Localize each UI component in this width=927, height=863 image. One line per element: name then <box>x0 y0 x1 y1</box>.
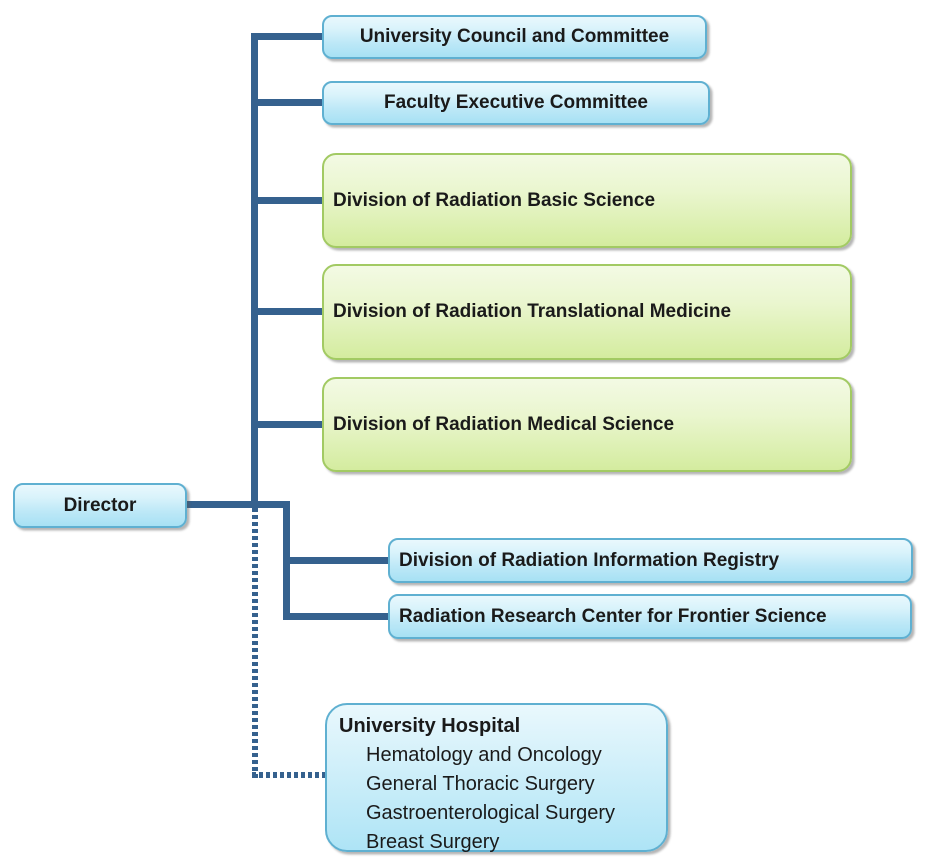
node-university-council-label: University Council and Committee <box>359 26 670 48</box>
connector-branch-frontier-center <box>290 613 388 620</box>
connector-lower-vertical <box>283 501 290 620</box>
hospital-dept-gastroenterological-surgery: Gastroenterological Surgery <box>366 802 616 824</box>
node-frontier-science-center <box>388 594 912 639</box>
node-radiation-basic-science-label: Division of Radiation Basic Science <box>333 189 656 211</box>
node-radiation-information-registry-label: Division of Radiation Information Registry <box>399 549 780 571</box>
node-radiation-basic-science <box>322 153 852 248</box>
node-radiation-translational-medicine <box>322 264 852 360</box>
node-university-hospital <box>325 703 668 852</box>
connector-director-horizontal <box>187 501 290 508</box>
connector-branch-university-council <box>258 33 322 40</box>
node-radiation-information-registry <box>388 538 913 583</box>
node-radiation-medical-science-label: Division of Radiation Medical Science <box>333 413 675 435</box>
node-radiation-translational-medicine-label: Division of Radiation Translational Medicine <box>333 301 732 323</box>
node-faculty-executive-label: Faculty Executive Committee <box>384 92 648 114</box>
hospital-dept-breast-surgery: Breast Surgery <box>366 831 500 853</box>
node-director <box>13 483 187 528</box>
connector-branch-information-registry <box>290 557 388 564</box>
connector-branch-medical-science <box>258 421 322 428</box>
connector-branch-faculty-executive <box>258 99 322 106</box>
node-frontier-science-center-label: Radiation Research Center for Frontier Science <box>399 605 827 627</box>
connector-dotted-horizontal <box>252 772 327 778</box>
hospital-dept-hematology-oncology: Hematology and Oncology <box>366 744 602 766</box>
node-director-label: Director <box>63 494 137 516</box>
node-faculty-executive <box>322 81 710 125</box>
connector-branch-translational-medicine <box>258 308 322 315</box>
connector-branch-basic-science <box>258 197 322 204</box>
node-university-council <box>322 15 707 59</box>
connector-dotted-vertical <box>252 508 258 778</box>
university-hospital-title: University Hospital <box>339 715 521 737</box>
hospital-dept-general-thoracic-surgery: General Thoracic Surgery <box>366 773 595 795</box>
connector-trunk-vertical <box>251 33 258 508</box>
node-radiation-medical-science <box>322 377 852 472</box>
